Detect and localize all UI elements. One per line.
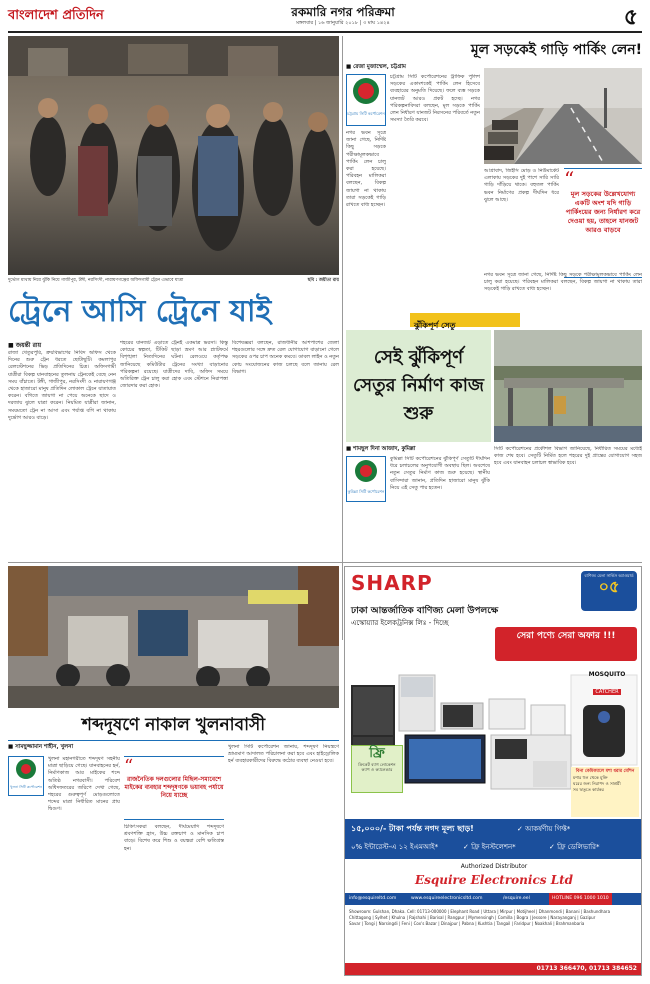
masthead: [8, 0, 642, 30]
train-headline: ট্রেনে আসি ট্রেনে যাই: [8, 294, 272, 329]
train-byline: ■ জয়ন্তী রায়: [8, 342, 42, 349]
bridge-headline: সেই ঝুঁকিপূর্ণ সেতুর নির্মাণ কাজ শুরু: [352, 347, 485, 424]
showroom-list: Showroom: Gulshan, Dhaka. Cell: 01713-000000 | Elephant Road | Uttara | Mirpur | Motijheel | Dhanmondi | Banani | Bashundhara Chittagong | Sylhet | Khulna | Rajshahi | Barisal | Rangpur | Mymensingh | Comilla | Bogra | Jessore | Narayanganj | Gazipur Savar | Tongi | Narsingdi | Feni | Cox's Bazar | Dinajpur | Pabna | Kushtia | Tangail | Faridpur | Noakhali | Brahmanbaria: [349, 909, 611, 926]
bridge-body-col2: সিটি কর্পোরেশনের প্রকৌশল বিভাগ জানিয়েছে, নির্ধারিত সময়ের মধ্যেই কাজ শেষ হবে। সেতুটি নির্মিত হলে শহরের দুই প্রান্তের যোগাযোগ সহজ হবে এবং যানবাহন চলাচল স্বাভাবিক হবে।: [494, 446, 642, 467]
section-title: রকমারি নগর পরিক্রমা: [291, 5, 395, 19]
khulna-body-col2: চিকিৎসকরা বলছেন, দীর্ঘমেয়াদি শব্দদূষণে শ্রবণশক্তি হ্রাস, উচ্চ রক্তচাপ ও মানসিক চাপ বাড়ে। বিশেষ করে শিশু ও বয়স্করা বেশি ক্ষতিগ্রস্ত হন।: [124, 824, 224, 852]
ad-subtitle: এস্কোয়্যার ইলেকট্রনিক্স লিঃ - দিচ্ছে: [351, 619, 449, 627]
train-body-col2: শহরের যানজট এড়াতে ট্রেনই একমাত্র ভরসা। কিন্তু কোচের স্বল্পতা, টিকিট ছাড়া ভ্রমণ আর প্ল্যাটফর্মে বিশৃঙ্খলা নিত্যদিনের ঘটনা। রেলওয়ে কর্তৃপক্ষ জানিয়েছে কমিউটার ট্রেনের সংখ্যা বাড়ানোর পরিকল্পনা রয়েছে। যাত্রীদের দাবি, অফিস সময়ে অতিরিক্ত ট্রেন চালু করা হোক এবং স্টেশনে নিরাপত্তা জোরদার করা হোক।: [120, 340, 228, 390]
hotline-box: HOTLINE 096 1000 1010: [549, 893, 612, 905]
mosquito-point: মশার হুল থেকে মুক্তি: [573, 775, 608, 780]
distributor-name: Esquire Electronics Ltd: [414, 873, 574, 887]
khulna-headline: শব্দদূষণে নাকাল খুলনাবাসী: [81, 715, 266, 735]
masthead-rule: [8, 31, 642, 33]
parking-body-col2: আগ্রাবাদ, জিইসি মোড় ও নিউমার্কেট এলাকায় সড়কের দুই পাশে সারি সারি গাড়ি দাঁড়িয়ে থাকে। বহুতল পার্কিং ভবন নির্মাণের প্রকল্প দীর্ঘদিন ধরে ঝুলে আছে।: [484, 168, 559, 203]
bridge-tag: ঝুঁকিপূর্ণ সেতু: [410, 313, 520, 327]
check-icon: ✓: [549, 843, 558, 851]
mosquito-point: ঘরের জন্য নিরাপদ ও সাশ্রয়ী: [573, 781, 621, 786]
offer-delivery: ✓ ফ্রি ডেলিভারি*: [549, 843, 600, 851]
parking-body-col1b: নগর ভবন সূত্রে জানা গেছে, নির্দিষ্ট কিছু সড়কে পরীক্ষামূলকভাবে পার্কিং লেন চালু করা হয়েছে। পরিবহন মালিকরা বলছেন, বিকল্প জায়গা না থাকায় তারা সড়কেই গাড়ি রাখতে বাধ্য হচ্ছেন।: [346, 130, 386, 209]
parking-quote: “ মূল সড়কের উল্লেখযোগ্য একটি অংশ যদি গাড়ি পার্কিংয়ের জন্য নির্ধারণ করে দেওয়া হয়, তাহলে যানজট আরও বাড়বে: [564, 168, 642, 278]
comilla-cc-logo: কুমিল্লা সিটি কর্পোরেশন: [346, 456, 386, 502]
footer-phone: 01713 366470, 01713 384652: [345, 963, 642, 975]
offer-installation: ✓ ফ্রি ইনস্টলেশন*: [463, 843, 516, 851]
bridge-body-col1: কুমিল্লা সিটি কর্পোরেশনের ঝুঁকিপূর্ণ সেতুটি দীর্ঘদিন ধরে চলাচলের অনুপযোগী অবস্থায় ছিল। অবশেষে নতুন সেতুর নির্মাণ কাজ শুরু হয়েছে। স্থানীয় বাসিন্দারা জানান, প্রতিদিন হাজারো মানুষ ঝুঁকি নিয়ে এই সেতু পার হতেন।: [390, 456, 490, 491]
khulna-headline-rule: [8, 740, 339, 741]
fair-badge: বাণিজ্য মেলা সার্ভিস অ্যাওয়ার্ড ০৫: [581, 571, 637, 611]
parking-photo: [484, 68, 642, 164]
ad-event: ঢাকা আন্তর্জাতিক বাণিজ্য মেলা উপলক্ষে: [351, 606, 499, 616]
distributor-label: Authorized Distributor: [460, 863, 528, 870]
sharp-logo: SHARP: [351, 571, 433, 595]
quote-mark-icon: “: [124, 756, 134, 777]
train-body-col3: বিশেষজ্ঞরা বলছেন, রাজধানীর আশপাশের জেলা শহরগুলোর সঙ্গে দ্রুত রেল যোগাযোগ বাড়ানো গেলে সড়কের ওপর চাপ অনেক কমবে। ডাবল লাইন ও নতুন কোচ সংযোজনের কাজ চলছে বলে জানায় রেল বিভাগ।: [232, 340, 339, 375]
khulna-cc-logo: খুলনা সিটি কর্পোরেশন: [8, 756, 44, 796]
mosquito-title: MOSQUITO CATCHER: [588, 671, 626, 695]
train-photo-credit: ছবি : জয়ীতা রায়: [307, 278, 339, 283]
khulna-body-col1: খুলনা মহানগরীতে শব্দদূষণ সহনীয় মাত্রা ছাড়িয়ে গেছে। যানবাহনের হর্ন, নির্মাণকাজ আর মাইকের শব্দে অতিষ্ঠ নগরবাসী। পরিবেশ অধিদফতরের জরিপে দেখা গেছে, শহরের গুরুত্বপূর্ণ মোড়গুলোতে শব্দের মাত্রা নির্ধারিত মানের প্রায় দ্বিগুণ।: [48, 756, 120, 813]
date-line: মঙ্গলবার | ১৬ জানুয়ারি ২০১৮ | ৩ মাঘ ১৪২৪: [296, 20, 390, 26]
train-photo-caption: দুর্ভোগ মাথায় নিয়ে ঝুঁকি নিয়ে গাজীপুর, টঙ্গী, নরসিংদী, নারায়ণগঞ্জের অফিসগামী ট্রেনে এভাবে যাত্রা ছবি : জয়ীতা রায়: [8, 278, 339, 283]
khulna-photo: [8, 566, 339, 708]
installment-offer: ০% ইন্টারেস্ট-এ ১২ ইএমআই*: [351, 843, 439, 851]
bridge-photo: [494, 330, 642, 442]
offer-strip: [345, 819, 642, 859]
train-body-col1: রাজা খেতুরপুরি, ক্রয়বিভাগের নিবিদ অফিস থেকে দিনের শুরু ট্রেন ধরতে ছোটাছুটি। কমলাপুর রেলস্টেশনের ভিড় প্রতিদিনের চিত্র। অফিসগামী যাত্রীরা বিকল্প যানবাহনের তুলনায় ট্রেনকেই বেছে নেন সময় বাঁচাতে। টঙ্গী, গাজীপুর, নরসিংদী ও নারায়ণগঞ্জ থেকে হাজারো মানুষ প্রতিদিন লোকাল ট্রেনে যাতায়াত করেন। বগিতে জায়গা না পেয়ে অনেকে ছাদে ও দরজায় ঝুলে যাত্রা করেন। নিয়মিত যাত্রীরা জানান, সময়মতো ট্রেন না আসা এবং পর্যাপ্ত বগি না থাকায় দুর্ভোগ আরও বাড়ে।: [8, 350, 116, 421]
check-icon: ✓: [463, 843, 472, 851]
page-number: ৫: [623, 5, 638, 30]
parking-byline: ■ রেজা মুজাম্মেল, চট্টগ্রাম: [346, 64, 406, 70]
city-corporation-seal-icon: [9, 757, 43, 781]
parking-headline: মূল সড়কেই গাড়ি পার্কিং লেন!: [470, 42, 642, 58]
price-offer: ১৫,০০০/- টাকা পর্যন্ত নগদ মূল্য ছাড়!: [351, 824, 474, 833]
khulna-quote: “ রাজনৈতিক দলগুলোর মিছিল-সমাবেশে মাইকের ব্যবহার শব্দদূষণকে ভয়াবহ পর্যায়ে নিয়ে যাচ্ছে: [124, 756, 224, 820]
mosquito-note: বিনা কেমিক্যালে মশা ধরার মেশিন মশার হুল থেকে মুক্তি ঘরের জন্য নিরাপদ ও সাশ্রয়ী সব ঋতুতে কার্যকর: [571, 767, 639, 817]
city-corporation-seal-icon: [347, 75, 385, 107]
section-divider: [8, 562, 642, 563]
ad-banner: সেরা পণ্যে সেরা অফার !!!: [495, 627, 637, 661]
city-corporation-seal-icon: [347, 457, 385, 485]
khulna-body-col3: খুলনা সিটি কর্পোরেশন জানায়, শব্দদূষণ নিয়ন্ত্রণে ভ্রাম্যমাণ আদালত পরিচালনা করা হবে এবং হাইড্রোলিক হর্ন ব্যবহারকারীদের বিরুদ্ধে কঠোর ব্যবস্থা নেওয়া হবে।: [228, 744, 339, 765]
chittagong-cc-logo: চট্টগ্রাম সিটি কর্পোরেশন: [346, 74, 386, 126]
khulna-byline: ■ সামছুজ্জামান শাহীন, খুলনা: [8, 744, 74, 750]
contact-bar: [345, 893, 642, 905]
bridge-byline: ■ শামছুল দিনা আজাদ, কুমিল্লা: [346, 446, 416, 452]
paper-logo: বাংলাদেশ প্রতিদিন: [8, 8, 104, 23]
train-photo: [8, 36, 339, 275]
mosquito-point: সব ঋতুতে কার্যকর: [573, 787, 604, 792]
column-divider: [342, 36, 343, 640]
email-link[interactable]: info@esquireltd.com: [349, 896, 397, 901]
parking-body-col3: নগর ভবন সূত্রে জানা গেছে, নির্দিষ্ট কিছু সড়কে পরীক্ষামূলকভাবে পার্কিং লেন চালু করা হয়েছে। পরিবহন মালিকরা বলছেন, বিকল্প জায়গা না থাকায় তারা সড়কেই গাড়ি রাখতে বাধ্য হচ্ছেন।: [484, 272, 642, 293]
free-gift-box: ফ্রি ক্রিকেট ব্যাগ লোকেশন ক্যাপ ও ক্যালেন্ডার: [351, 745, 403, 793]
check-icon: ✓: [517, 825, 526, 833]
hotline-number[interactable]: 096 1000 1010: [573, 896, 609, 901]
quote-mark-icon: “: [564, 167, 575, 191]
web-link[interactable]: www.esquireelectronicsltd.com: [411, 896, 483, 901]
parking-body-col1: চট্টগ্রাম সিটি কর্পোরেশনের ট্রাফিক পুলিশ সড়কের একাংশকেই পার্কিং লেন হিসেবে ব্যবহারের অনুমতি দিয়েছে। ফলে ব্যস্ত সড়কে যানজট আরও প্রকট হচ্ছে। নগর পরিকল্পনাবিদরা বলছেন, মূল সড়কে পার্কিং লেন নির্ধারণ যানজট নিরসনের পরিবর্তে নতুন সমস্যা তৈরি করবে।: [390, 74, 480, 124]
sharp-ad: [344, 566, 642, 976]
offer-gift: ✓ আকর্ষণীয় গিফ্ট*: [517, 825, 571, 833]
facebook-link[interactable]: /esquire.eel: [503, 896, 530, 901]
